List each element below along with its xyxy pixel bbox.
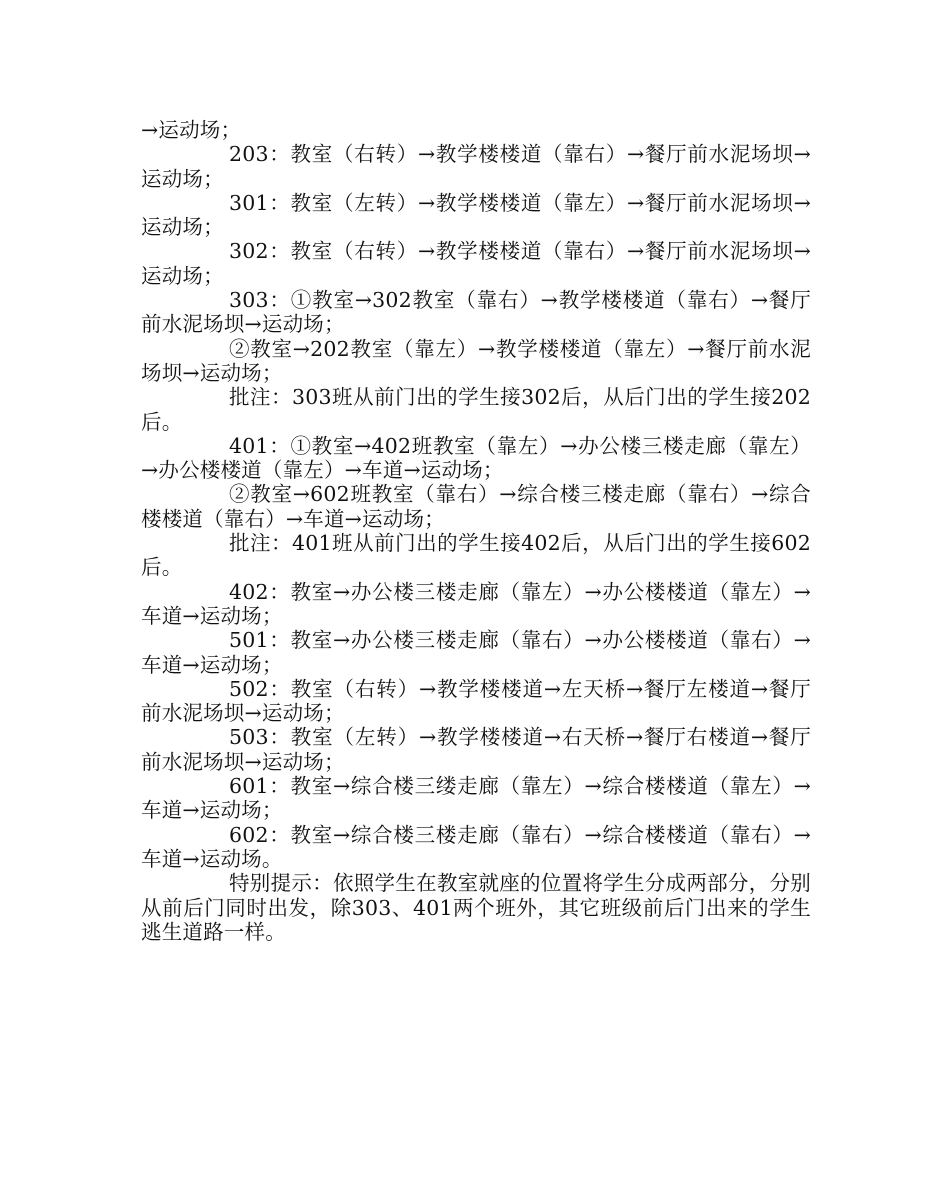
route-401-option-2: ②教室→602班教室（靠右）→综合楼三楼走廊（靠右）→综合楼楼道（靠右）→车道→运动场； <box>141 482 811 531</box>
route-302: 302：教室（右转）→教学楼楼道（靠右）→餐厅前水泥场坝→运动场； <box>141 239 811 288</box>
route-203: 203：教室（右转）→教学楼楼道（靠右）→餐厅前水泥场坝→运动场； <box>141 142 811 191</box>
route-502: 502：教室（右转）→教学楼楼道→左天桥→餐厅左楼道→餐厅前水泥场坝→运动场； <box>141 676 811 726</box>
route-303-option-1: 303：①教室→302教室（靠右）→教学楼楼道（靠右）→餐厅前水泥场坝→运动场； <box>141 288 811 337</box>
special-note: 特别提示：依照学生在教室就座的位置将学生分成两部分，分别从前后门同时出发，除303、401两个班外，其它班级前后门出来的学生逃生道路一样。 <box>141 871 811 944</box>
note-401: 批注：401班从前门出的学生接402后，从后门出的学生接602后。 <box>141 531 811 580</box>
note-303: 批注：303班从前门出的学生接302后，从后门出的学生接202后。 <box>141 385 811 434</box>
route-601: 601：教室→综合楼三缕走廊（靠左）→综合楼楼道（靠左）→车道→运动场； <box>141 774 811 823</box>
route-303-option-2: ②教室→202教室（靠左）→教学楼楼道（靠左）→餐厅前水泥场坝→运动场； <box>141 336 811 385</box>
route-402: 402：教室→办公楼三楼走廊（靠左）→办公楼楼道（靠左）→车道→运动场； <box>141 579 811 628</box>
route-602: 602：教室→综合楼三楼走廊（靠右）→综合楼楼道（靠右）→车道→运动场。 <box>141 822 811 871</box>
document-body <box>141 118 811 944</box>
route-401-option-1: 401：①教室→402班教室（靠左）→办公楼三楼走廊（靠左）→办公楼楼道（靠左）→车道→运动场； <box>141 433 811 483</box>
route-503: 503：教室（左转）→教学楼楼道→右天桥→餐厅右楼道→餐厅前水泥场坝→运动场； <box>141 725 811 774</box>
route-501: 501：教室→办公楼三楼走廊（靠右）→办公楼楼道（靠右）→车道→运动场； <box>141 628 811 677</box>
route-301: 301：教室（左转）→教学楼楼道（靠左）→餐厅前水泥场坝→运动场； <box>141 190 811 240</box>
route-continuation: →运动场； <box>141 118 242 142</box>
